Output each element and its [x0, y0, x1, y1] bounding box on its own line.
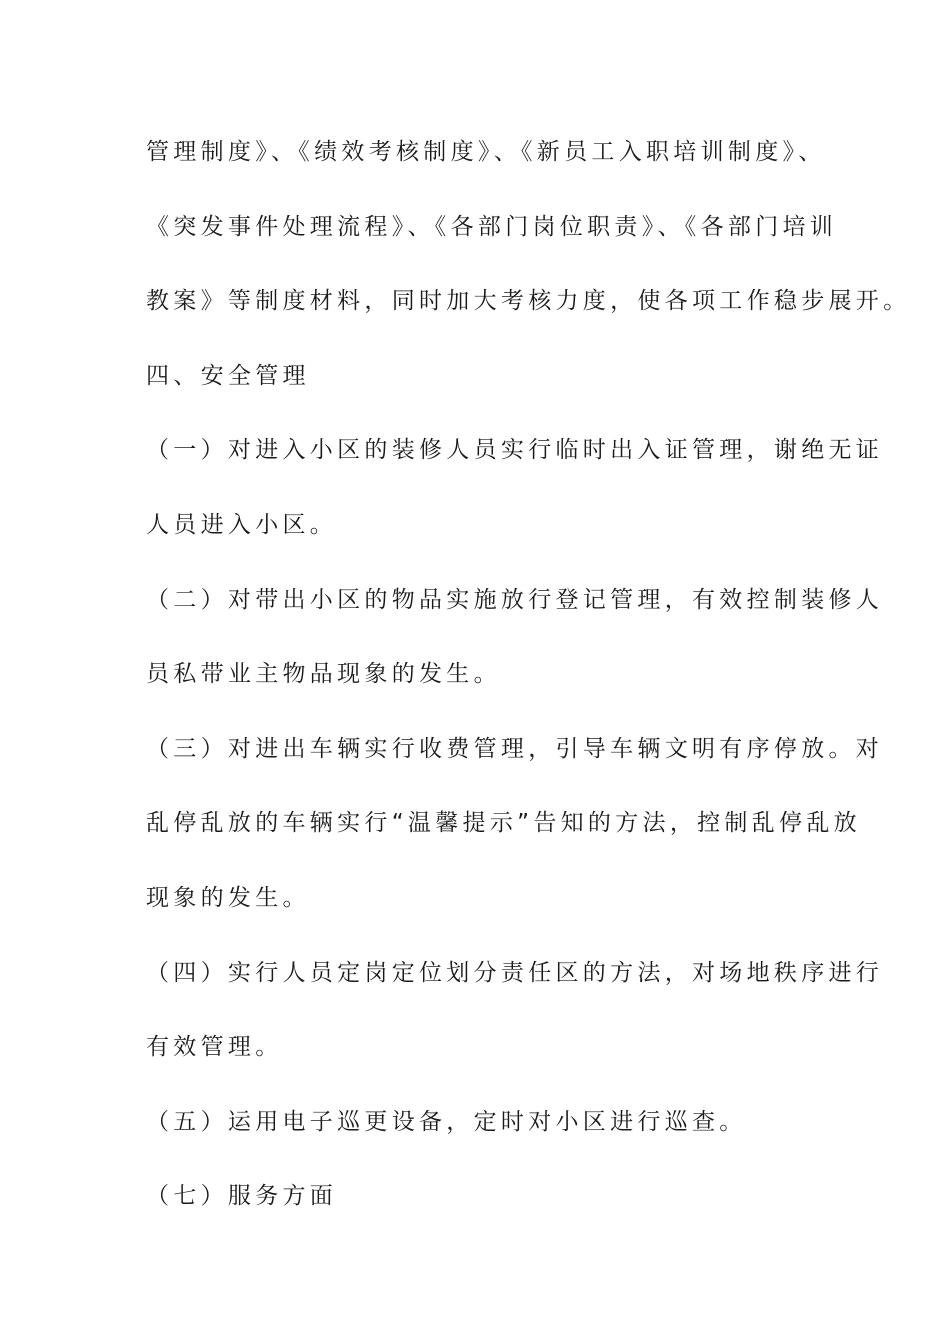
text-line: （四）实行人员定岗定位划分责任区的方法，对场地秩序进行	[146, 959, 884, 986]
text-line: （五）运用电子巡更设备，定时对小区进行巡查。	[146, 1108, 747, 1135]
section-heading: 四、安全管理	[146, 362, 310, 389]
text-line: 教案》等制度材料，同时加大考核力度，使各项工作稳步展开。	[146, 288, 911, 315]
text-line: 员私带业主物品现象的发生。	[146, 661, 501, 688]
text-line: 有效管理。	[146, 1034, 283, 1061]
text-line: 现象的发生。	[146, 884, 310, 911]
subsection-heading: （七）服务方面	[146, 1183, 338, 1210]
text-line: 管理制度》、《绩效考核制度》、《新员工入职培训制度》、	[146, 139, 826, 165]
text-line: （一）对进入小区的装修人员实行临时出入证管理，谢绝无证	[146, 437, 884, 464]
text-line: （二）对带出小区的物品实施放行登记管理，有效控制装修人	[146, 586, 884, 613]
text-line: 人员进入小区。	[146, 511, 338, 538]
text-line: （三）对进出车辆实行收费管理，引导车辆文明有序停放。对	[146, 735, 884, 762]
text-line: 《突发事件处理流程》、《各部门岗位职责》、《各部门培训	[146, 213, 838, 240]
text-line: 乱停乱放的车辆实行“温馨提示”告知的方法，控制乱停乱放	[146, 810, 861, 837]
document-body	[146, 129, 911, 1248]
